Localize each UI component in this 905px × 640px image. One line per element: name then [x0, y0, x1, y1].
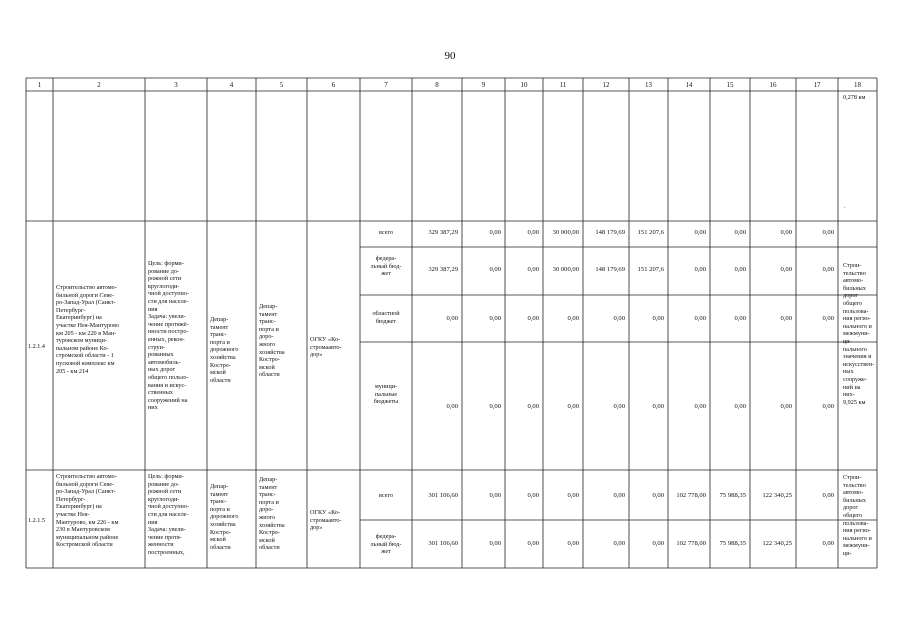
- fund-value: 0,00: [489, 403, 501, 410]
- row-executor: Депар- тамент транс- порта и доро- жного хозяйства Костро- мской области: [259, 303, 285, 379]
- fund-value: 0,00: [527, 492, 539, 499]
- fund-value: 151 207,6: [637, 229, 664, 236]
- col-header: 7: [384, 81, 388, 89]
- col-header: 18: [854, 81, 861, 89]
- col-header: 16: [769, 81, 777, 89]
- col-header: 14: [685, 81, 693, 89]
- row-code: 1.2.1.5: [28, 517, 46, 524]
- fund-value: 0,00: [613, 492, 625, 499]
- fund-value: 0,00: [567, 315, 579, 322]
- fund-value: 301 106,60: [428, 492, 458, 499]
- col-header: 3: [174, 81, 178, 89]
- fund-source: федера- льный бюд- жет: [370, 533, 402, 556]
- fund-value: 301 106,60: [428, 540, 458, 547]
- fund-value: 0,00: [489, 229, 501, 236]
- fund-value: 0,00: [822, 492, 834, 499]
- fund-value: 0,00: [567, 492, 579, 499]
- fund-value: 0,00: [822, 403, 834, 410]
- row-code: 1.2.1.4: [28, 343, 46, 350]
- fund-value: 0,00: [822, 540, 834, 547]
- row-goal: Цель: форми- рование до- рожной сети круглогоди- чной доступно- сти для населе- ния Задача: увели- чение протяжё- нности постро- енных, рекон- струи- рованных автомобиль- ных дорог общего пользо- вания и искус- ственных сооружений на них: [148, 260, 190, 412]
- row-result: Строи- тельство автомо- бильных дорог общего пользова- ния регио- нального и межмуни- ци- пального значения и искусствен- ных сооруже- ний на них- 9,925 км: [843, 262, 875, 406]
- fund-value: 329 387,29: [428, 266, 458, 273]
- fund-value: 0,00: [734, 315, 746, 322]
- fund-value: 151 207,6: [637, 266, 664, 273]
- page-number: 90: [444, 50, 456, 62]
- fund-value: 0,00: [652, 540, 664, 547]
- fund-value: 0,00: [694, 403, 706, 410]
- row-customer: ОГКУ «Ко- стромаавто- дор»: [310, 509, 342, 532]
- row-result: Строи- тельство автомо- бильных дорог общего пользова- ния регио- нального и межмуни- ци-: [843, 474, 872, 557]
- row-coexecutor: Депар- тамент транс- порта и дорожного хозяйства Костро- мской области: [210, 316, 239, 384]
- fund-value: 0,00: [527, 266, 539, 273]
- fund-value: 0,00: [446, 403, 458, 410]
- col-header: 10: [520, 81, 528, 89]
- fund-value: 0,00: [780, 229, 792, 236]
- fund-value: 75 988,35: [719, 540, 746, 547]
- fund-value: 30 000,00: [552, 266, 579, 273]
- fund-value: 0,00: [694, 229, 706, 236]
- row-customer: ОГКУ «Ко- стромаавто- дор»: [310, 336, 342, 359]
- fund-value: 0,00: [527, 229, 539, 236]
- fund-value: 0,00: [652, 492, 664, 499]
- fund-value: 0,00: [734, 266, 746, 273]
- fund-source: всего: [379, 229, 393, 236]
- fund-value: 148 179,69: [595, 266, 625, 273]
- fund-value: 0,00: [613, 315, 625, 322]
- fund-value: 0,00: [694, 266, 706, 273]
- fund-value: 0,00: [567, 540, 579, 547]
- col-header: 1: [37, 81, 42, 89]
- col-header: 6: [331, 81, 336, 89]
- col-header: 12: [602, 81, 610, 89]
- fund-value: 0,00: [822, 315, 834, 322]
- fund-value: 0,00: [489, 266, 501, 273]
- row-goal: Цель: форми- рование до- рожной сети круглогоди- чной доступно- сти для населе- ния Задача: увели- чение протя- женности построенных,: [148, 473, 190, 556]
- col-header: 5: [279, 81, 284, 89]
- fund-value: 102 778,00: [676, 540, 706, 547]
- fund-value: 0,00: [734, 229, 746, 236]
- fund-value: 0,00: [613, 403, 625, 410]
- fund-source: всего: [379, 492, 393, 499]
- fund-source: областной бюджет: [372, 310, 400, 325]
- fund-value: 0,00: [822, 266, 834, 273]
- fund-value: 0,00: [613, 540, 625, 547]
- fund-value: 0,00: [489, 315, 501, 322]
- row-name: Строительство автомо- бильной дороги Севе- ро-Запад-Урал (Санкт- Петербург- Екатеринбург) на участке Нея-Мантурово км 205 - км 220 в Ман- туровском муници- пальном районе Ко- стромской области - 1 пусковой комплекс км 205 - км 214: [56, 284, 120, 375]
- col-header: 17: [813, 81, 821, 89]
- row-coexecutor: Депар- тамент транс- порта и дорожного хозяйства Костро- мской области: [210, 483, 239, 551]
- row-executor: Депар- тамент транс- порта и доро- жного хозяйства Костро- мской области: [259, 476, 285, 552]
- col-header: 8: [435, 81, 439, 89]
- col-header: 15: [726, 81, 734, 89]
- fund-value: 0,00: [652, 403, 664, 410]
- fund-value: 0,00: [527, 315, 539, 322]
- fund-value: 122 340,25: [762, 540, 792, 547]
- fund-value: 0,00: [567, 403, 579, 410]
- fund-value: 0,00: [527, 540, 539, 547]
- fund-source: федера- льный бюд- жет: [370, 255, 402, 278]
- fund-value: 0,00: [489, 492, 501, 499]
- fund-value: 0,00: [780, 266, 792, 273]
- col-header: 11: [559, 81, 567, 89]
- fund-value: 0,00: [780, 403, 792, 410]
- fund-value: 0,00: [822, 229, 834, 236]
- top-row-length: 0,278 км: [843, 94, 866, 101]
- col-header: 13: [645, 81, 652, 89]
- fund-value: 329 387,29: [428, 229, 458, 236]
- col-header: 4: [229, 81, 234, 89]
- fund-value: 102 778,00: [676, 492, 706, 499]
- row-name: Строительство автомо- бильной дороги Севе- ро-Запад-Урал (Санкт- Петербург- Екатеринбург) на участке Нея- Мантурово, км 226 - км 230 в Мантуровском муниципальном районе Костромской области: [56, 473, 119, 549]
- fund-value: 148 179,69: [595, 229, 625, 236]
- fund-value: 0,00: [446, 315, 458, 322]
- top-row-mark: .: [844, 203, 846, 210]
- fund-value: 0,00: [652, 315, 664, 322]
- fund-value: 0,00: [694, 315, 706, 322]
- fund-value: 30 000,00: [552, 229, 579, 236]
- fund-value: 122 340,25: [762, 492, 792, 499]
- fund-value: 0,00: [734, 403, 746, 410]
- fund-value: 0,00: [527, 403, 539, 410]
- fund-value: 0,00: [489, 540, 501, 547]
- fund-value: 75 988,35: [719, 492, 746, 499]
- col-header: 2: [97, 81, 101, 89]
- fund-value: 0,00: [780, 315, 792, 322]
- col-header: 9: [481, 81, 486, 89]
- fund-source: муници- пальные бюджеты: [373, 383, 399, 406]
